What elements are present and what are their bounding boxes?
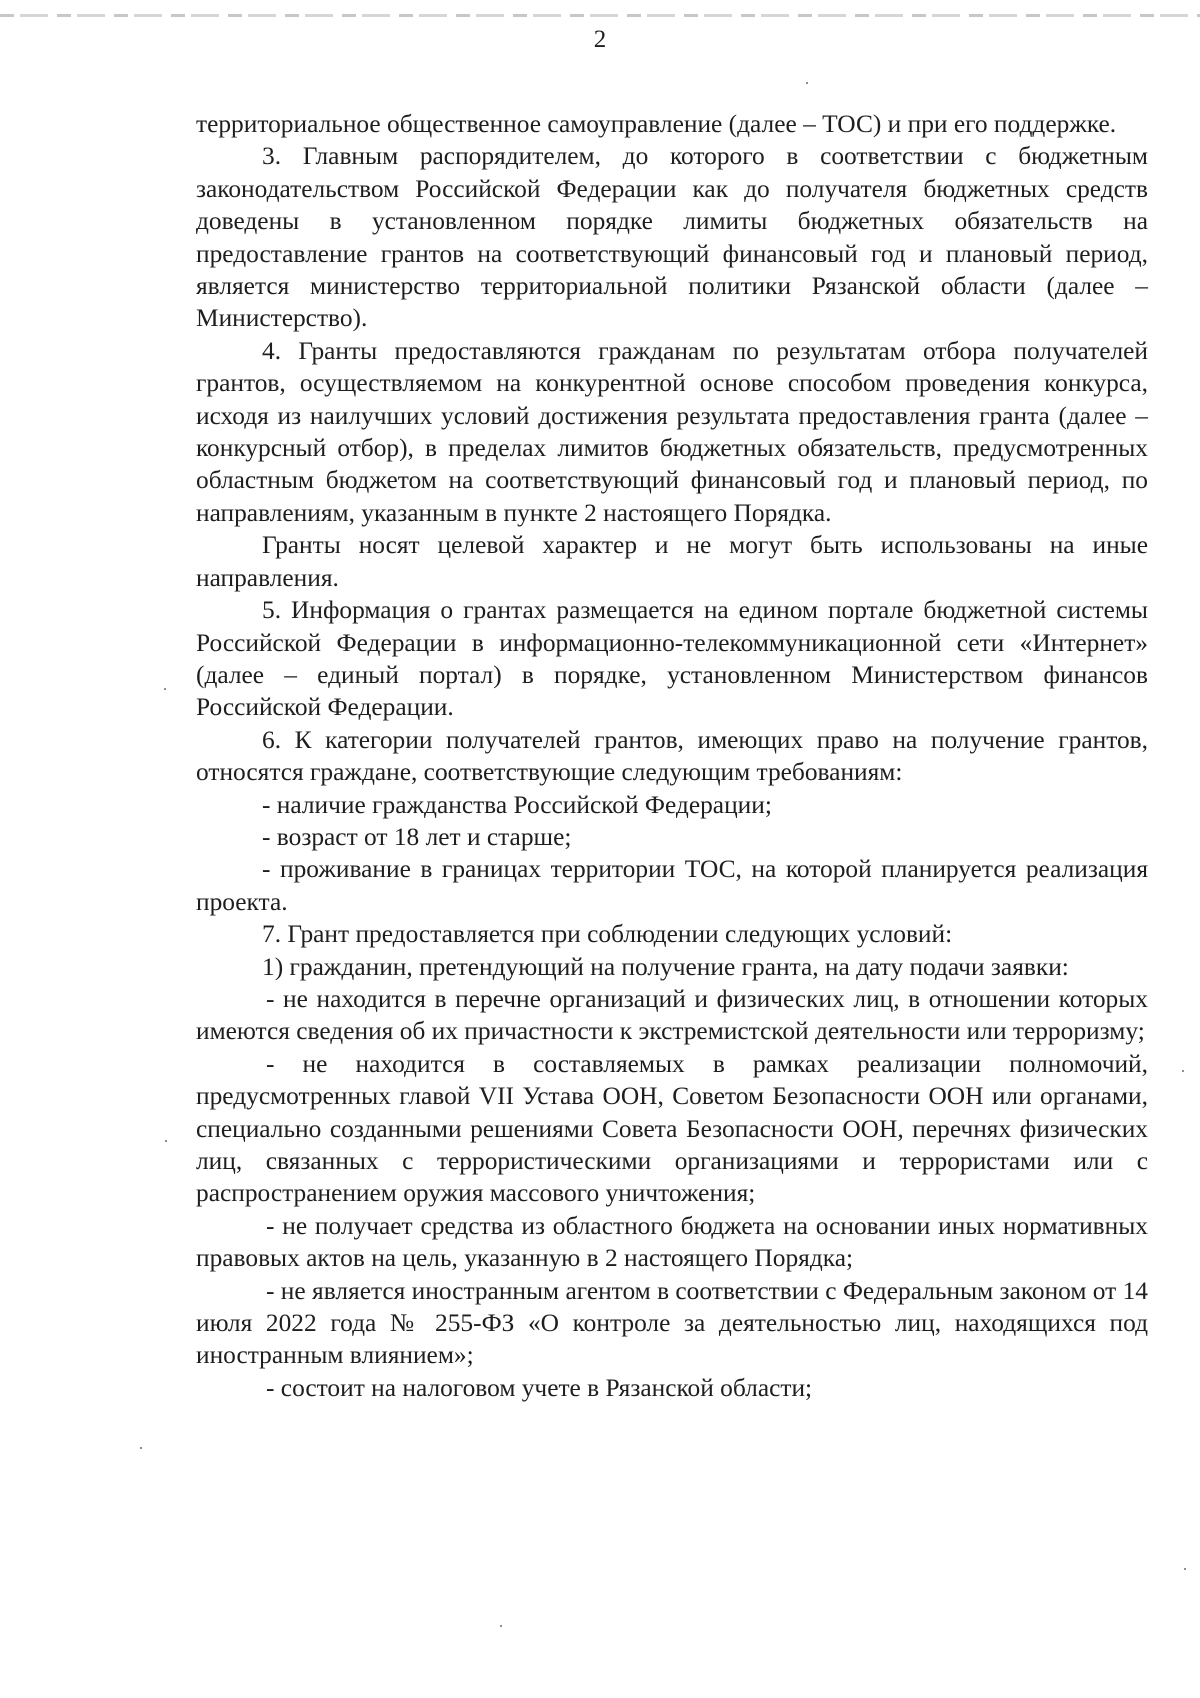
paragraph: 4. Гранты предоставляются гражданам по результатам отбора получателей грантов, осуществляемом на конкурентной основе способом проведения конкурса, исходя из наилучших условий достижения результата предоставления гранта (далее – конкурсный отбор), в пределах лимитов бюджетных обязательств, предусмотренных областным бюджетом на соответствующий финансовый год и плановый период, по направлениям, указанным в пункте 2 настоящего Порядка.: [196, 336, 1148, 527]
paragraph: 1) гражданин, претендующий на получение гранта, на дату подачи заявки:: [262, 952, 1069, 981]
scan-speck: [165, 1140, 167, 1142]
paragraph: 6. К категории получателей грантов, имеющих право на получение грантов, относятся граждане, соответствующие следующим требованиям:: [196, 725, 1148, 787]
scan-speck: [164, 688, 166, 690]
scan-edge-artifact: [0, 14, 1200, 17]
scan-speck: [1182, 1070, 1184, 1072]
list-item: - не находится в составляемых в рамках реализации полномочий, предусмотренных главой VII Устава ООН, Советом Безопасности ООН или органами, специально созданными решениями Совета Безопасности ООН, перечнях физических лиц, связанных с террористическими организациями и террористами или с распространением оружия массового уничтожения;: [196, 1049, 1148, 1208]
document-body: [196, 108, 1148, 1404]
scan-speck: [140, 1447, 142, 1449]
paragraph: 7. Грант предоставляется при соблюдении следующих условий:: [262, 920, 953, 949]
list-item: - наличие гражданства Российской Федерации;: [262, 790, 772, 819]
list-item: - проживание в границах территории ТОС, на которой планируется реализация проекта.: [196, 855, 1148, 916]
list-item: - не является иностранным агентом в соответствии с Федеральным законом от 14 июля 2022 года № 255-ФЗ «О контроле за деятельностью лиц, находящихся под иностранным влиянием»;: [196, 1276, 1148, 1370]
scan-speck: [500, 1625, 502, 1627]
list-item: - возраст от 18 лет и старше;: [262, 822, 572, 851]
paragraph: 3. Главным распорядителем, до которого в соответствии с бюджетным законодательством Российской Федерации как до получателя бюджетных средств доведены в установленном порядке лимиты бюджетных обязательств на предоставление грантов на соответствующий финансовый год и плановый период, является министерство территориальной политики Рязанской области (далее – Министерство).: [196, 142, 1148, 333]
list-item: - не получает средства из областного бюджета на основании иных нормативных правовых актов на цель, указанную в 2 настоящего Порядка;: [196, 1211, 1148, 1273]
paragraph: Гранты носят целевой характер и не могут быть использованы на иные направления.: [196, 531, 1148, 592]
scan-speck: [1184, 1568, 1186, 1570]
paragraph: территориальное общественное самоуправление (далее – ТОС) и при его поддержке.: [196, 110, 1117, 138]
list-item: - не находится в перечне организаций и физических лиц, в отношении которых имеются сведения об их причастности к экстремистской деятельности или терроризму;: [196, 984, 1148, 1046]
list-item: - состоит на налоговом учете в Рязанской области;: [266, 1373, 813, 1402]
scan-speck: [806, 82, 808, 84]
paragraph: 5. Информация о грантах размещается на едином портале бюджетной системы Российской Федерации в информационно-телекоммуникационной сети «Интернет» (далее – единый портал) в порядке, установленном Министерством финансов Российской Федерации.: [196, 596, 1148, 722]
page-number: 2: [593, 26, 607, 53]
